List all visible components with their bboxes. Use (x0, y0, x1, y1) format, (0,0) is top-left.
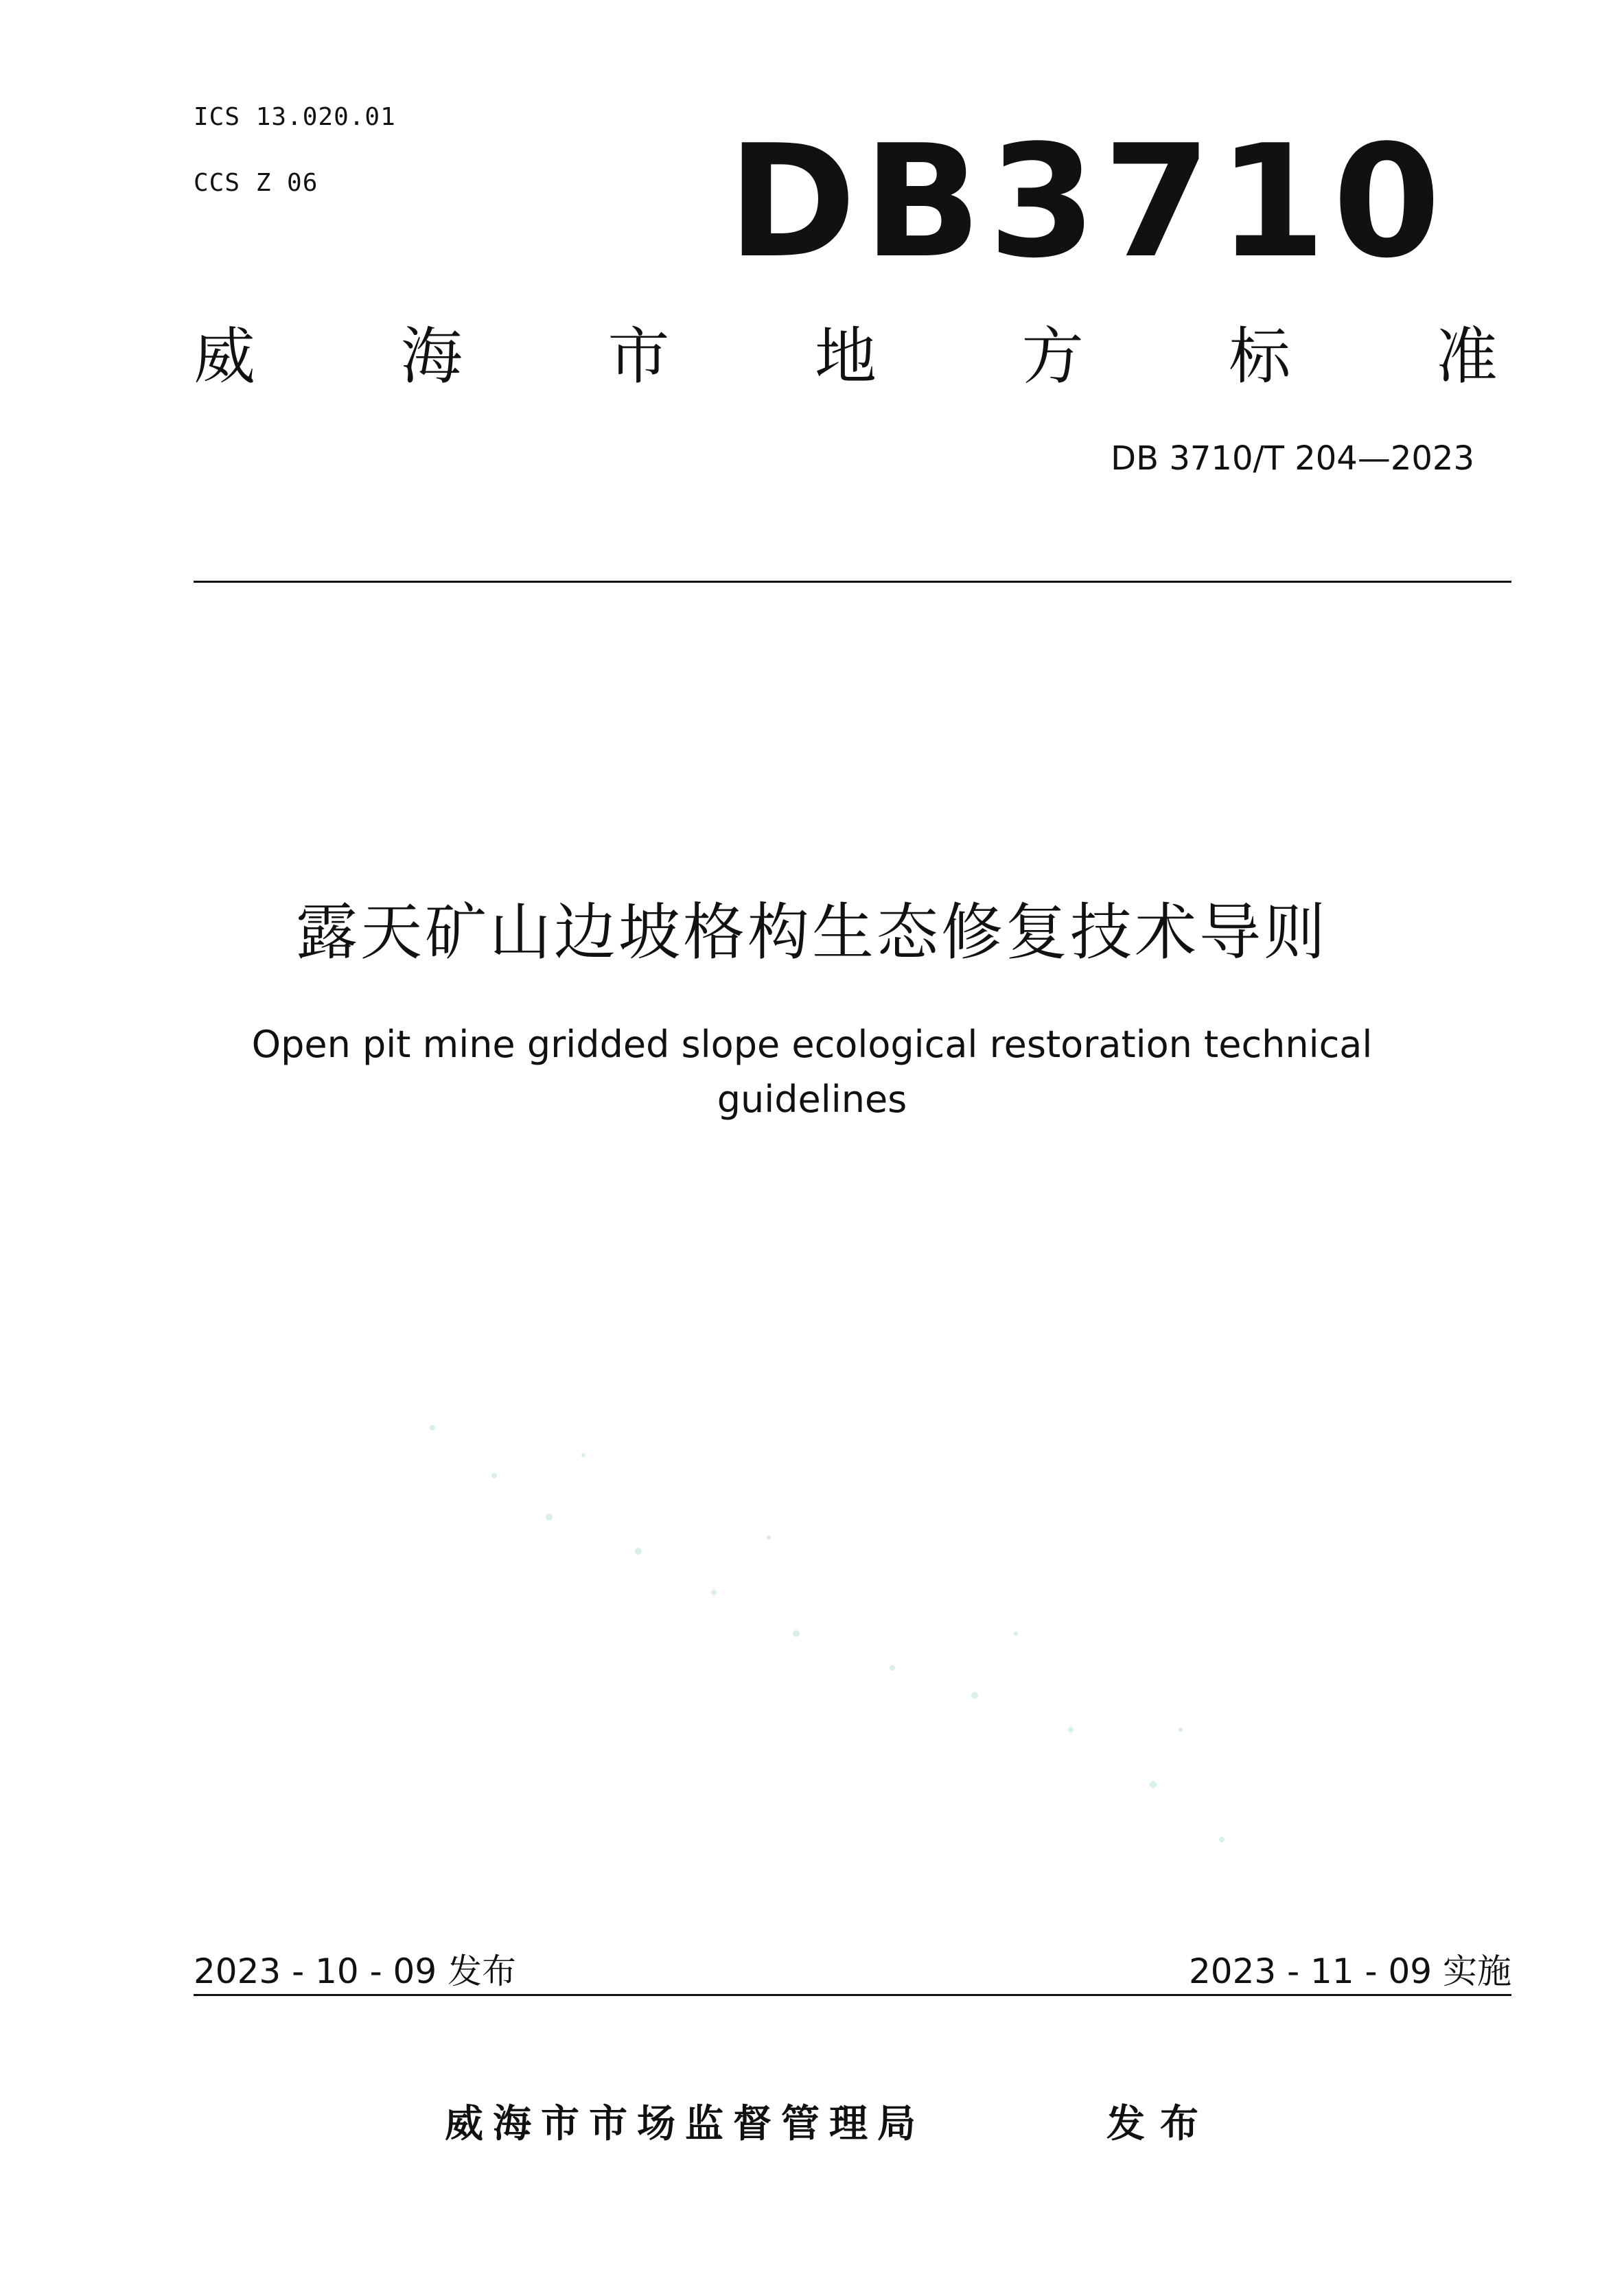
ics-code: ICS 13.020.01 (194, 103, 396, 131)
standard-type-char: 海 (400, 321, 463, 393)
standard-type-char: 市 (607, 321, 670, 393)
implementation-date: 2023 - 11 - 09 实施 (1188, 1951, 1511, 1991)
header-divider (194, 581, 1511, 583)
standard-type-char: 地 (814, 321, 877, 393)
issue-date: 2023 - 10 - 09 发布 (194, 1951, 517, 1991)
standard-number: DB 3710/T 204—2023 (1111, 439, 1474, 478)
standard-type-char: 标 (1229, 321, 1291, 393)
title-chinese: 露天矿山边坡格构生态修复技术导则 (296, 896, 1328, 969)
watermark-dots (412, 1373, 1304, 1922)
ccs-code: CCS Z 06 (194, 169, 318, 197)
publisher-name: 威海市市场监督管理局 (445, 2102, 925, 2146)
title-english: Open pit mine gridded slope ecological restoration technical guidelines (251, 1023, 1373, 1121)
standard-type-char: 方 (1021, 321, 1084, 393)
publish-label: 发布 (1106, 2102, 1214, 2146)
footer-divider (194, 1994, 1511, 1996)
standard-code-large: DB3710 (728, 112, 1448, 292)
standard-type (194, 319, 1498, 395)
standard-type-char: 准 (1435, 321, 1498, 393)
standard-type-char: 威 (194, 321, 255, 393)
